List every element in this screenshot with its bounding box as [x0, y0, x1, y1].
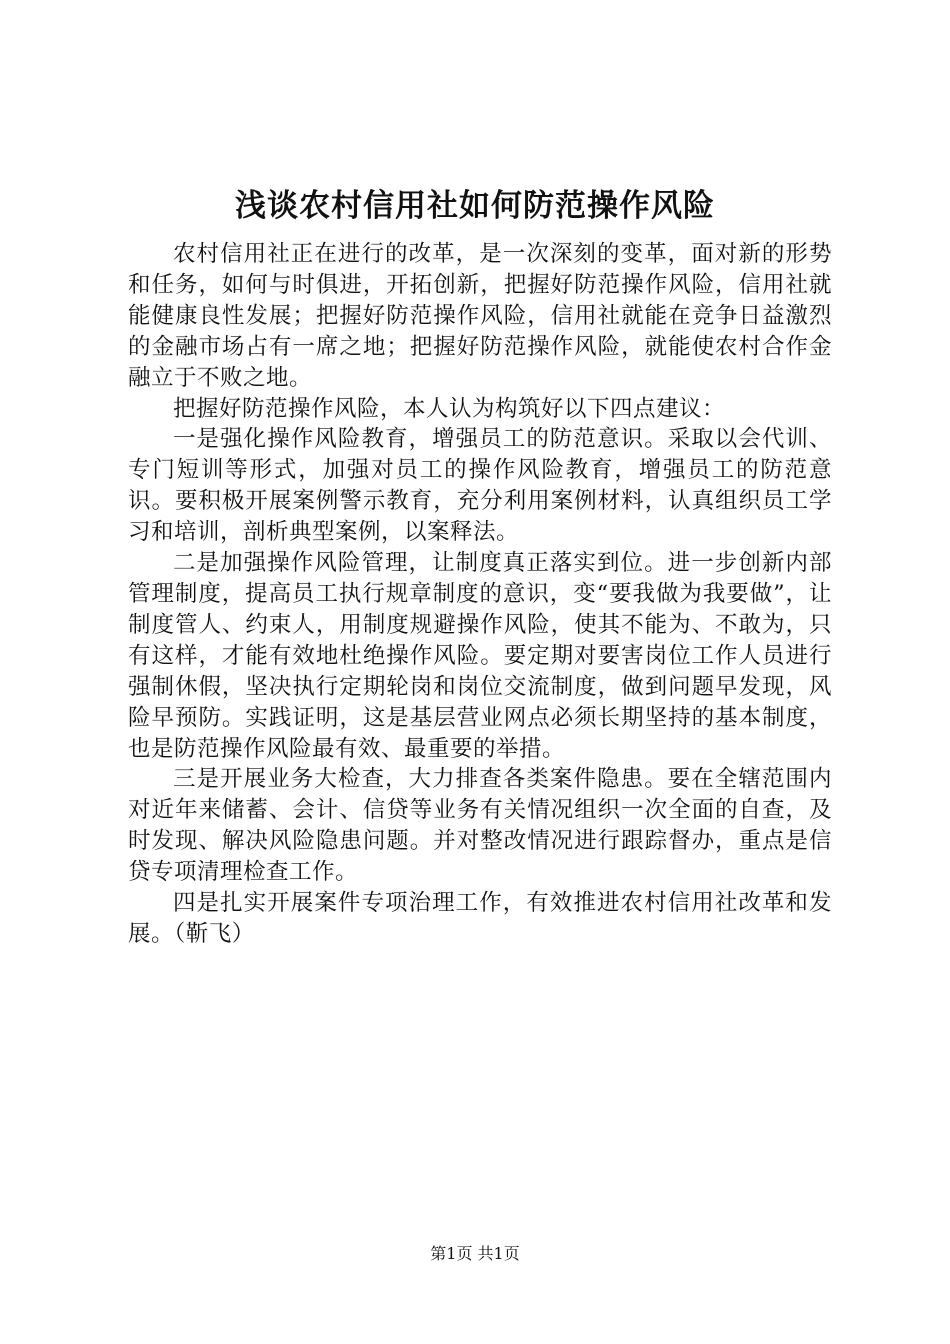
document-title: 浅谈农村信用社如何防范操作风险 — [235, 188, 715, 224]
paragraph-lead-in: 把握好防范操作风险，本人认为构筑好以下四点建议： — [173, 395, 726, 422]
page-number-footer: 第1页 共1页 — [430, 1244, 520, 1263]
paragraph-point-two: 二是加强操作风险管理，让制度真正落实到位。进一步创新内部管理制度，提高员工执行规章制度的意识，变“要我做为我要做”，让制度管人、约束人，用制度规避操作风险，使其不能为、不敢为，只有这样，才能有效地杜绝操作风险。要定期对要害岗位工作人员进行强制休假，坚决执行定期轮岗和岗位交流制度，做到问题早发现，风险早预防。实践证明，这是基层营业网点必须长期坚持的基本制度，也是防范操作风险最有效、最重要的举措。 — [128, 550, 832, 762]
paragraph-intro: 农村信用社正在进行的改革，是一次深刻的变革，面对新的形势和任务，如何与时俱进，开拓创新，把握好防范操作风险，信用社就能健康良性发展；把握好防范操作风险，信用社就能在竞争日益激烈的金融市场占有一席之地；把握好防范操作风险，就能使农村合作金融立于不败之地。 — [128, 241, 832, 391]
document-body — [128, 239, 832, 950]
paragraph-point-three: 三是开展业务大检查，大力排查各类案件隐患。要在全辖范围内对近年来储蓄、会计、信贷等业务有关情况组织一次全面的自查，及时发现、解决风险隐患问题。并对整改情况进行跟踪督办，重点是信贷专项清理检查工作。 — [128, 766, 832, 886]
paragraph-point-four: 四是扎实开展案件专项治理工作，有效推进农村信用社改革和发展。（靳飞） — [128, 890, 832, 947]
paragraph-point-one: 一是强化操作风险教育，增强员工的防范意识。采取以会代训、专门短训等形式，加强对员工的操作风险教育，增强员工的防范意识。要积极开展案例警示教育，充分利用案例材料，认真组织员工学习和培训，剖析典型案例，以案释法。 — [128, 426, 832, 546]
